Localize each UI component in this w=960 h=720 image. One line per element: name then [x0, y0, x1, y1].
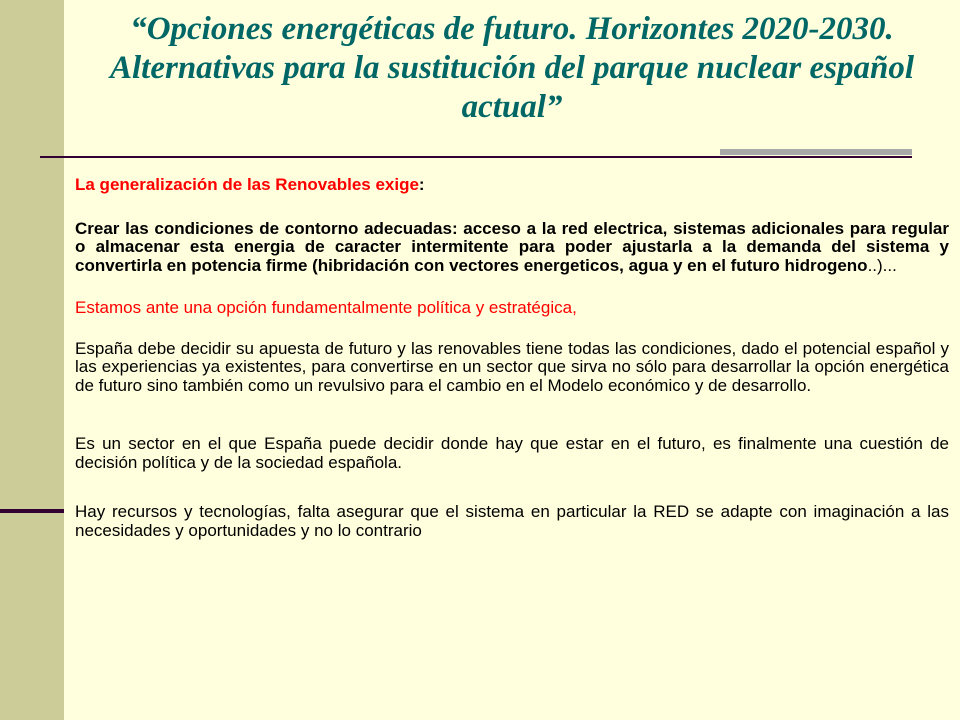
paragraph-contorno-tail: ..)... — [867, 255, 897, 275]
paragraph-opcion-politica: Estamos ante una opción fundamentalmente política y estratégica, — [75, 298, 577, 317]
left-sidebar-band — [0, 0, 64, 720]
paragraph-sector: Es un sector en el que España puede decidir donde hay que estar en el futuro, es finalmente una cuestión de decisión política y de la sociedad española. — [75, 434, 949, 472]
heading-text: La generalización de las Renovables exige — [75, 175, 419, 194]
paragraph-contorno-bold: Crear las condiciones de contorno adecuadas: acceso a la red electrica, sistemas adicionales para regular o almacenar esta energia de caracter intermitente para poder ajustarla a la demanda del sistema y convertirla en potencia firme (hibridación con vectores energeticos, agua y en el futuro hidrogeno — [75, 218, 949, 275]
slide-title: “Opciones energéticas de futuro. Horizontes 2020-2030. Alternativas para la sustitución del parque nuclear español actual” — [109, 11, 915, 125]
paragraph-contorno — [75, 220, 949, 276]
left-sidebar-accent — [0, 509, 64, 513]
slide-body — [75, 176, 949, 540]
paragraph-recursos: Hay recursos y tecnologías, falta asegurar que el sistema en particular la RED se adapte con imaginación a las necesidades y oportunidades y no lo contrario — [75, 502, 949, 540]
paragraph-apuesta-futuro: España debe decidir su apuesta de futuro y las renovables tiene todas las condiciones, dado el potencial español y las experiencias ya existentes, para convertirse en un sector que sirva no sólo para desarrollar la opción energética de futuro sino también como un revulsivo para el cambio en el Modelo económico y de desarrollo. — [75, 338, 949, 395]
heading-colon: : — [418, 175, 425, 194]
title-divider-accent — [720, 149, 912, 155]
heading-line — [75, 176, 949, 195]
title-divider — [40, 156, 912, 158]
